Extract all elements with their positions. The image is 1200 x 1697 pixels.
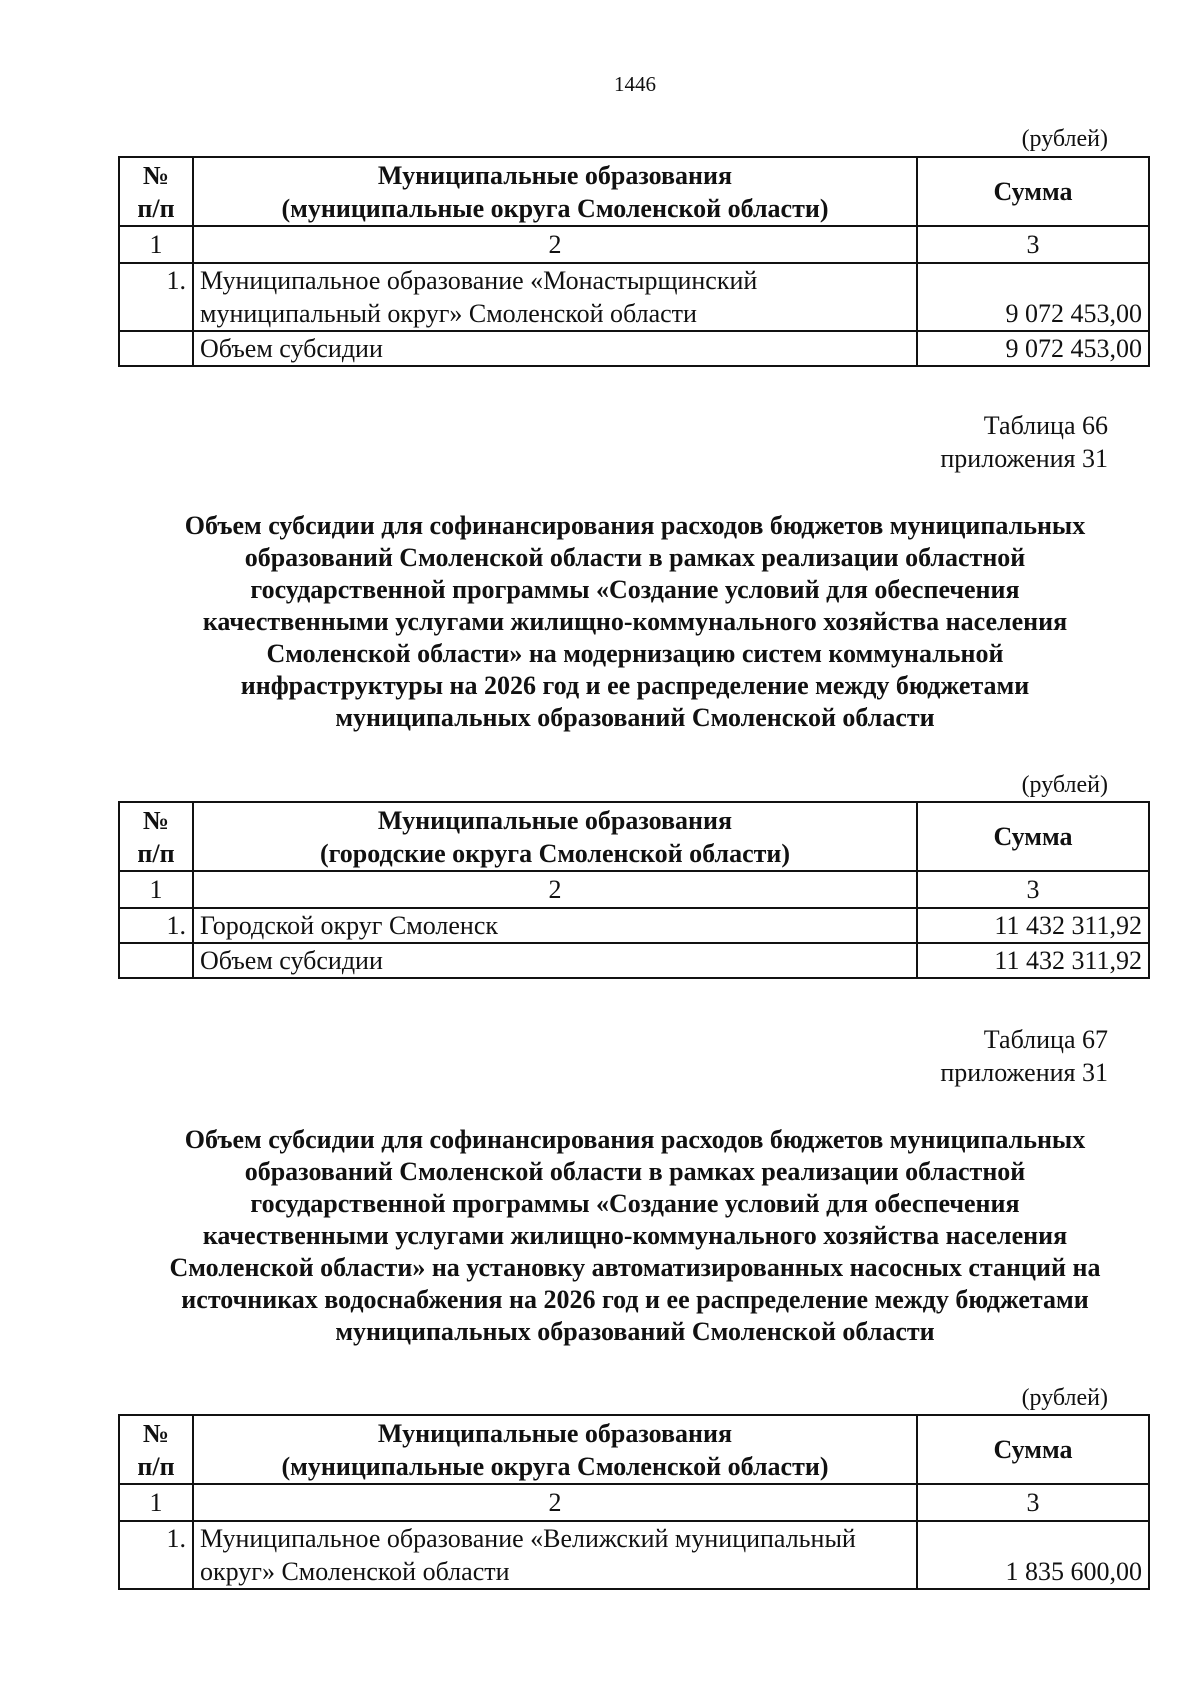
total-empty <box>119 943 193 978</box>
row-amount: 1 835 600,00 <box>917 1521 1149 1589</box>
row-number: 1. <box>119 1521 193 1589</box>
total-row <box>119 331 1149 366</box>
col-number: 1 <box>119 1484 193 1521</box>
table-67 <box>118 1414 1150 1590</box>
table-caption-67: Таблица 67 приложения 31 <box>940 1025 1108 1087</box>
section-title-66: Объем субсидии для софинансирования расходов бюджетов муниципальных образований Смоленской области в рамках реализации областной государственной программы «Создание условий для обеспечения качественными услугами жилищно-коммунального хозяйства населения Смоленской области» на модернизацию систем коммунальной инфраструктуры на 2026 год и ее распределение между бюджетами муниципальных образований Смоленской области <box>184 511 1086 732</box>
col-number: 3 <box>917 1484 1149 1521</box>
header-name: Муниципальные образования (муниципальные округа Смоленской области) <box>193 1415 917 1484</box>
table-header-row <box>119 157 1149 226</box>
header-num: № п/п <box>119 802 193 871</box>
col-number: 1 <box>119 226 193 263</box>
row-name: Муниципальное образование «Монастырщинский муниципальный округ» Смоленской области <box>193 263 917 331</box>
table-header-row <box>119 1415 1149 1484</box>
total-label: Объем субсидии <box>193 943 917 978</box>
table-row <box>119 908 1149 943</box>
col-number: 2 <box>193 871 917 908</box>
column-number-row <box>119 1484 1149 1521</box>
table-row <box>119 263 1149 331</box>
header-sum: Сумма <box>917 157 1149 226</box>
header-name: Муниципальные образования (городские округа Смоленской области) <box>193 802 917 871</box>
page-number: 1446 <box>614 72 656 96</box>
total-empty <box>119 331 193 366</box>
units-label: (рублей) <box>1021 772 1108 798</box>
table-caption-66: Таблица 66 приложения 31 <box>940 411 1108 473</box>
col-number: 3 <box>917 871 1149 908</box>
total-row <box>119 943 1149 978</box>
row-number: 1. <box>119 908 193 943</box>
column-number-row <box>119 226 1149 263</box>
total-amount: 11 432 311,92 <box>917 943 1149 978</box>
row-amount: 11 432 311,92 <box>917 908 1149 943</box>
col-number: 2 <box>193 1484 917 1521</box>
total-label: Объем субсидии <box>193 331 917 366</box>
total-amount: 9 072 453,00 <box>917 331 1149 366</box>
header-num: № п/п <box>119 157 193 226</box>
table-66 <box>118 801 1150 979</box>
section-title-67: Объем субсидии для софинансирования расходов бюджетов муниципальных образований Смоленской области в рамках реализации областной государственной программы «Создание условий для обеспечения качественными услугами жилищно-коммунального хозяйства населения Смоленской области» на установку автоматизированных насосных станций на источниках водоснабжения на 2026 год и ее распределение между бюджетами муниципальных образований Смоленской области <box>169 1125 1101 1346</box>
col-number: 1 <box>119 871 193 908</box>
table-header-row <box>119 802 1149 871</box>
header-num: № п/п <box>119 1415 193 1484</box>
units-label: (рублей) <box>1021 1385 1108 1411</box>
header-sum: Сумма <box>917 1415 1149 1484</box>
header-name: Муниципальные образования (муниципальные округа Смоленской области) <box>193 157 917 226</box>
row-amount: 9 072 453,00 <box>917 263 1149 331</box>
row-name: Городской округ Смоленск <box>193 908 917 943</box>
col-number: 3 <box>917 226 1149 263</box>
row-number: 1. <box>119 263 193 331</box>
col-number: 2 <box>193 226 917 263</box>
table-row <box>119 1521 1149 1589</box>
header-sum: Сумма <box>917 802 1149 871</box>
column-number-row <box>119 871 1149 908</box>
table-a <box>118 156 1150 367</box>
row-name: Муниципальное образование «Велижский муниципальный округ» Смоленской области <box>193 1521 917 1589</box>
units-label: (рублей) <box>1021 126 1108 152</box>
